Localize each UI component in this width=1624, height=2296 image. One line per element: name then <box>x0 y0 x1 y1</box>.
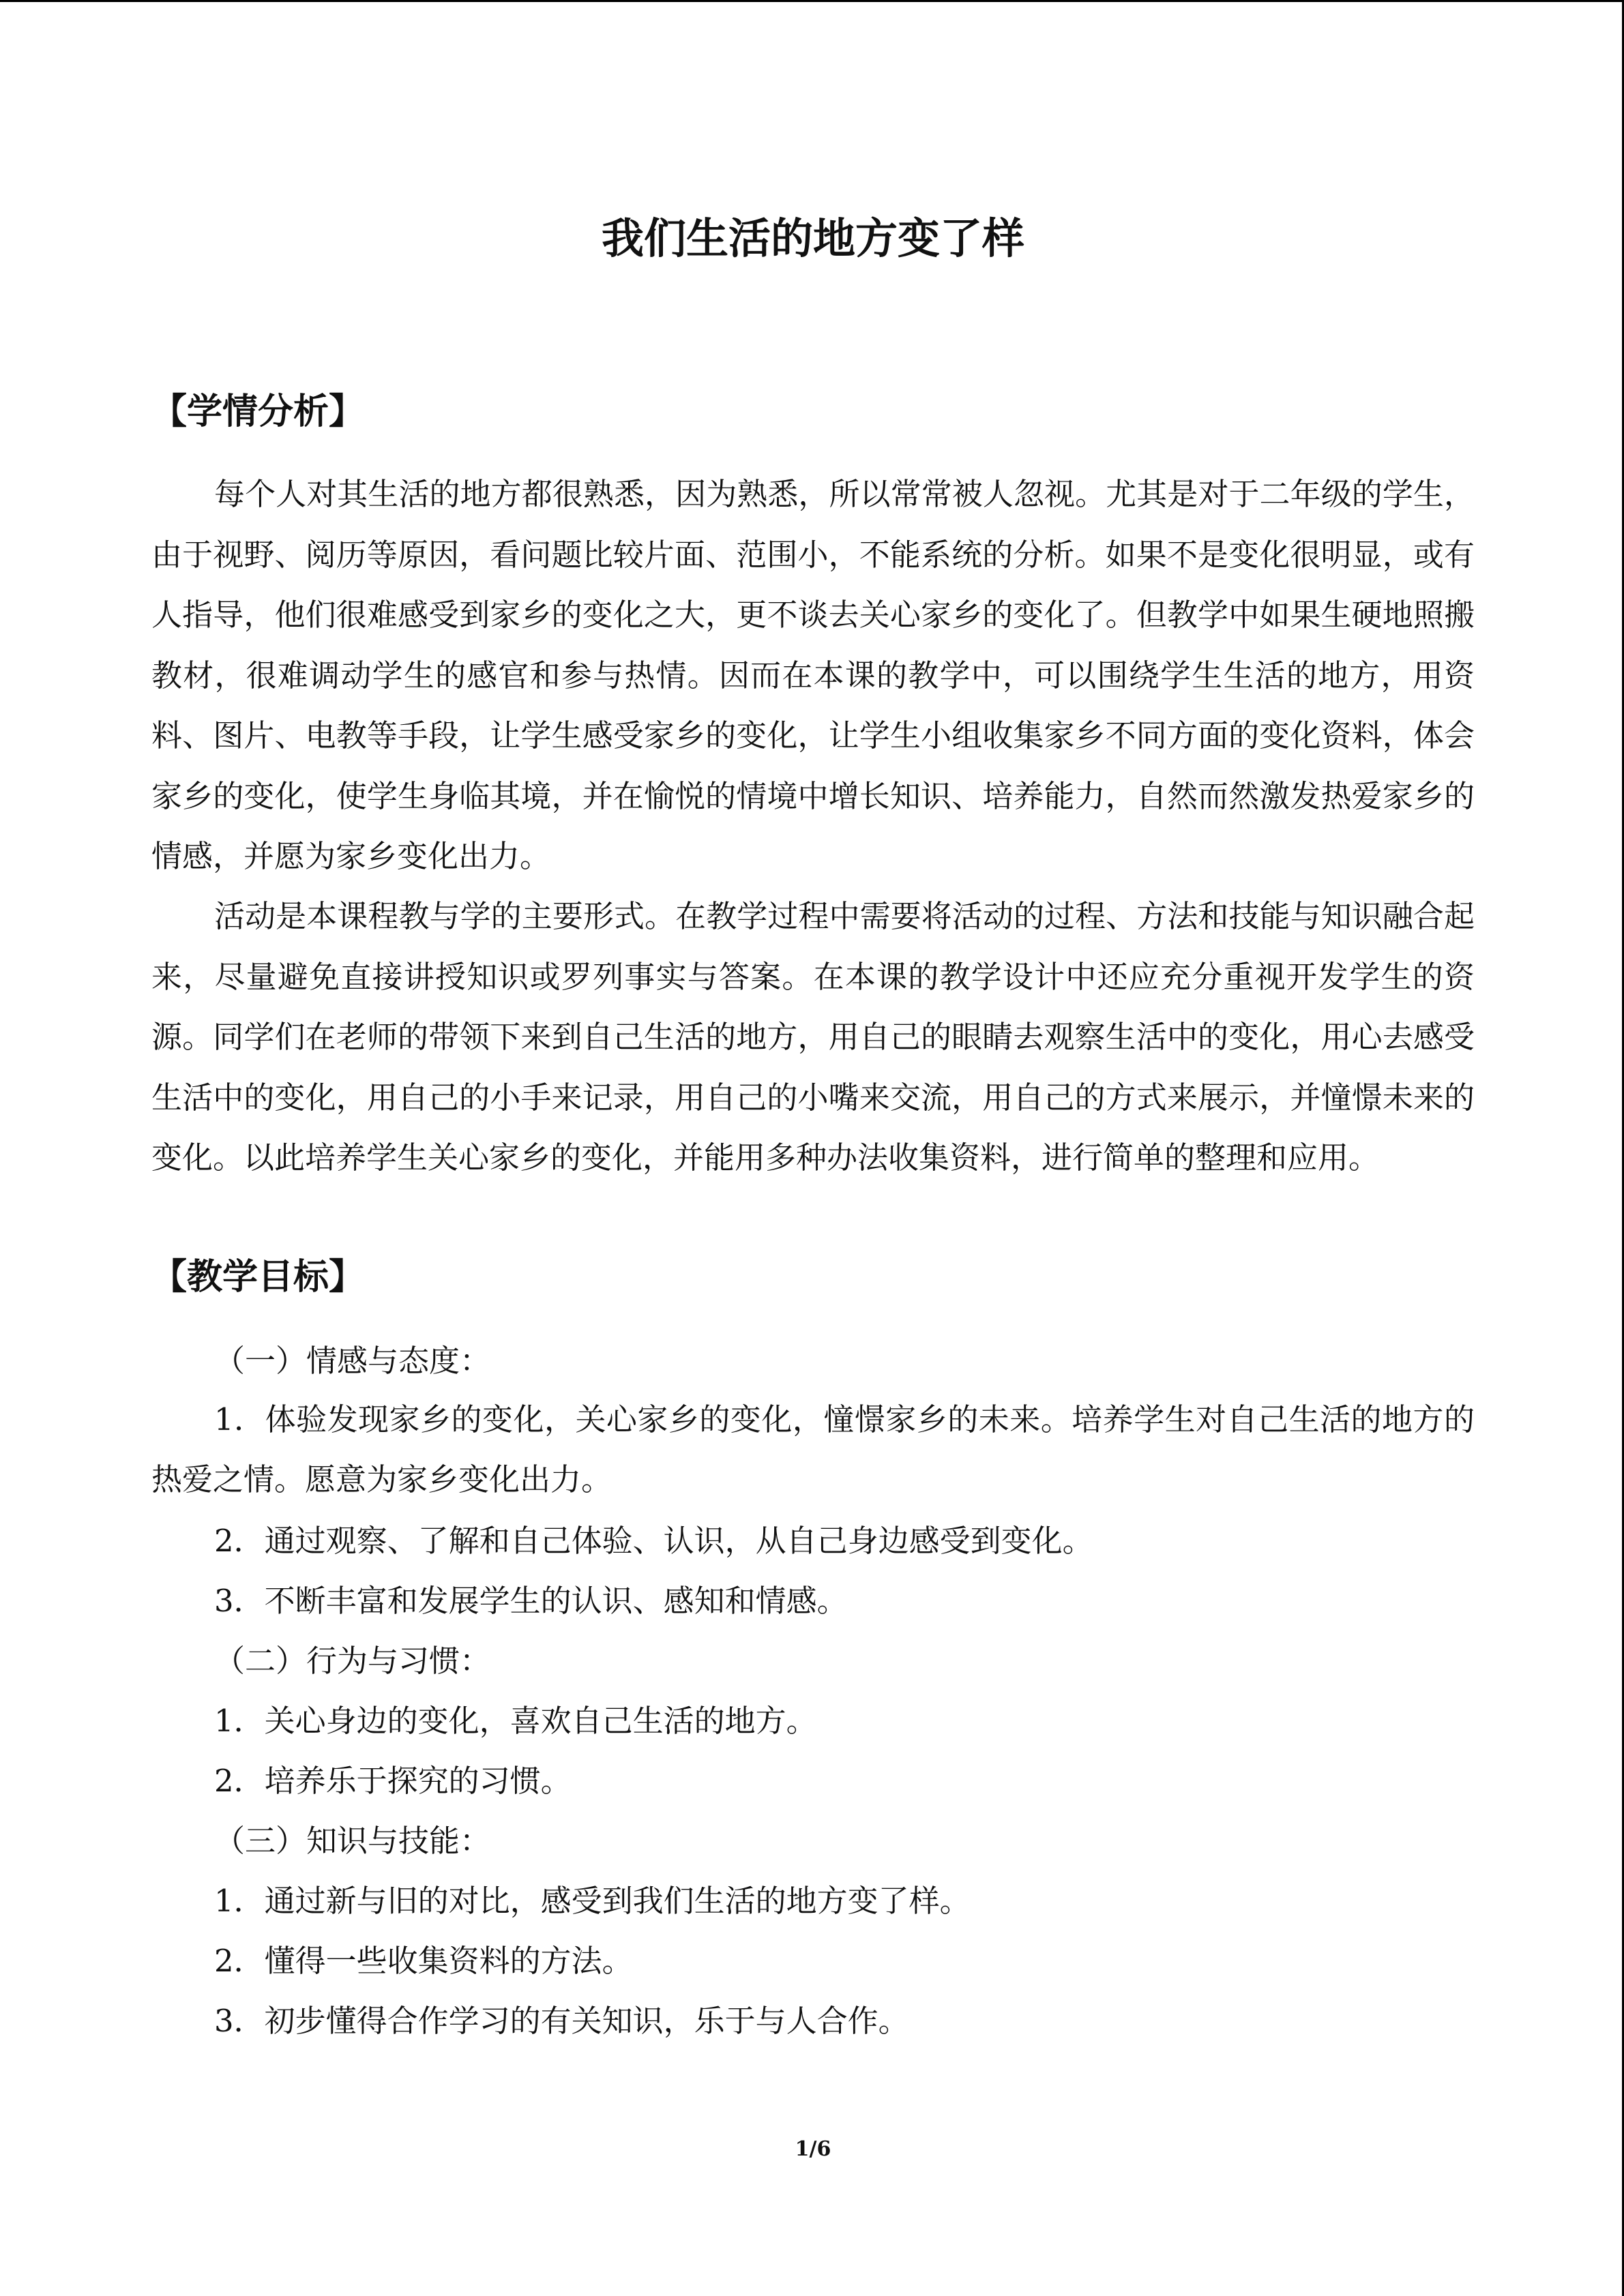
analysis-paragraph-2: 活动是本课程教与学的主要形式。在教学过程中需要将活动的过程、方法和技能与知识融合起来，尽量避免直接讲授知识或罗列事实与答案。在本课的教学设计中还应充分重视开发学生的资源。同学们在老师的带领下来到自己生活的地方，用自己的眼睛去观察生活中的变化，用心去感受生活中的变化，用自己的小手来记录，用自己的小嘴来交流，用自己的方式来展示，并憧憬未来的变化。以此培养学生关心家乡的变化，并能用多种办法收集资料，进行简单的整理和应用。 <box>151 898 1475 1176</box>
page-number: 1/6 <box>795 2137 831 2161</box>
goal-item-emotion-2: 2．通过观察、了解和自己体验、认识，从自己身边感受到变化。 <box>214 1523 1093 1559</box>
goal-item-knowledge-3: 3．初步懂得合作学习的有关知识，乐于与人合作。 <box>214 2003 909 2039</box>
section-heading-goals: 【教学目标】 <box>151 1257 365 1298</box>
goal-item-emotion-3: 3．不断丰富和发展学生的认识、感知和情感。 <box>214 1583 848 1619</box>
goal-item-knowledge-2: 2．懂得一些收集资料的方法。 <box>214 1943 633 1979</box>
goal-group-title-behavior: （二）行为与习惯： <box>214 1643 491 1679</box>
document-title: 我们生活的地方变了样 <box>601 213 1024 263</box>
goal-group-title-emotion: （一）情感与态度： <box>214 1343 491 1379</box>
document-page <box>151 0 1475 2296</box>
goal-item-behavior-1: 1．关心身边的变化，喜欢自己生活的地方。 <box>214 1703 817 1739</box>
analysis-paragraph-1: 每个人对其生活的地方都很熟悉，因为熟悉，所以常常被人忽视。尤其是对于二年级的学生，由于视野、阅历等原因，看问题比较片面、范围小，不能系统的分析。如果不是变化很明显，或有人指导，他们很难感受到家乡的变化之大，更不谈去关心家乡的变化了。但教学中如果生硬地照搬教材，很难调动学生的感官和参与热情。因而在本课的教学中，可以围绕学生生活的地方，用资料、图片、电教等手段，让学生感受家乡的变化，让学生小组收集家乡不同方面的变化资料，体会家乡的变化，使学生身临其境，并在愉悦的情境中增长知识、培养能力，自然而然激发热爱家乡的情感，并愿为家乡变化出力。 <box>151 476 1475 874</box>
goal-item-knowledge-1: 1．通过新与旧的对比，感受到我们生活的地方变了样。 <box>214 1883 971 1919</box>
section-heading-analysis: 【学情分析】 <box>151 391 365 432</box>
goal-item-emotion-1: 1．体验发现家乡的变化，关心家乡的变化，憧憬家乡的未来。培养学生对自己生活的地方的热爱之情。愿意为家乡变化出力。 <box>151 1401 1475 1497</box>
goal-group-title-knowledge: （三）知识与技能： <box>214 1823 491 1859</box>
goal-item-behavior-2: 2．培养乐于探究的习惯。 <box>214 1763 572 1799</box>
